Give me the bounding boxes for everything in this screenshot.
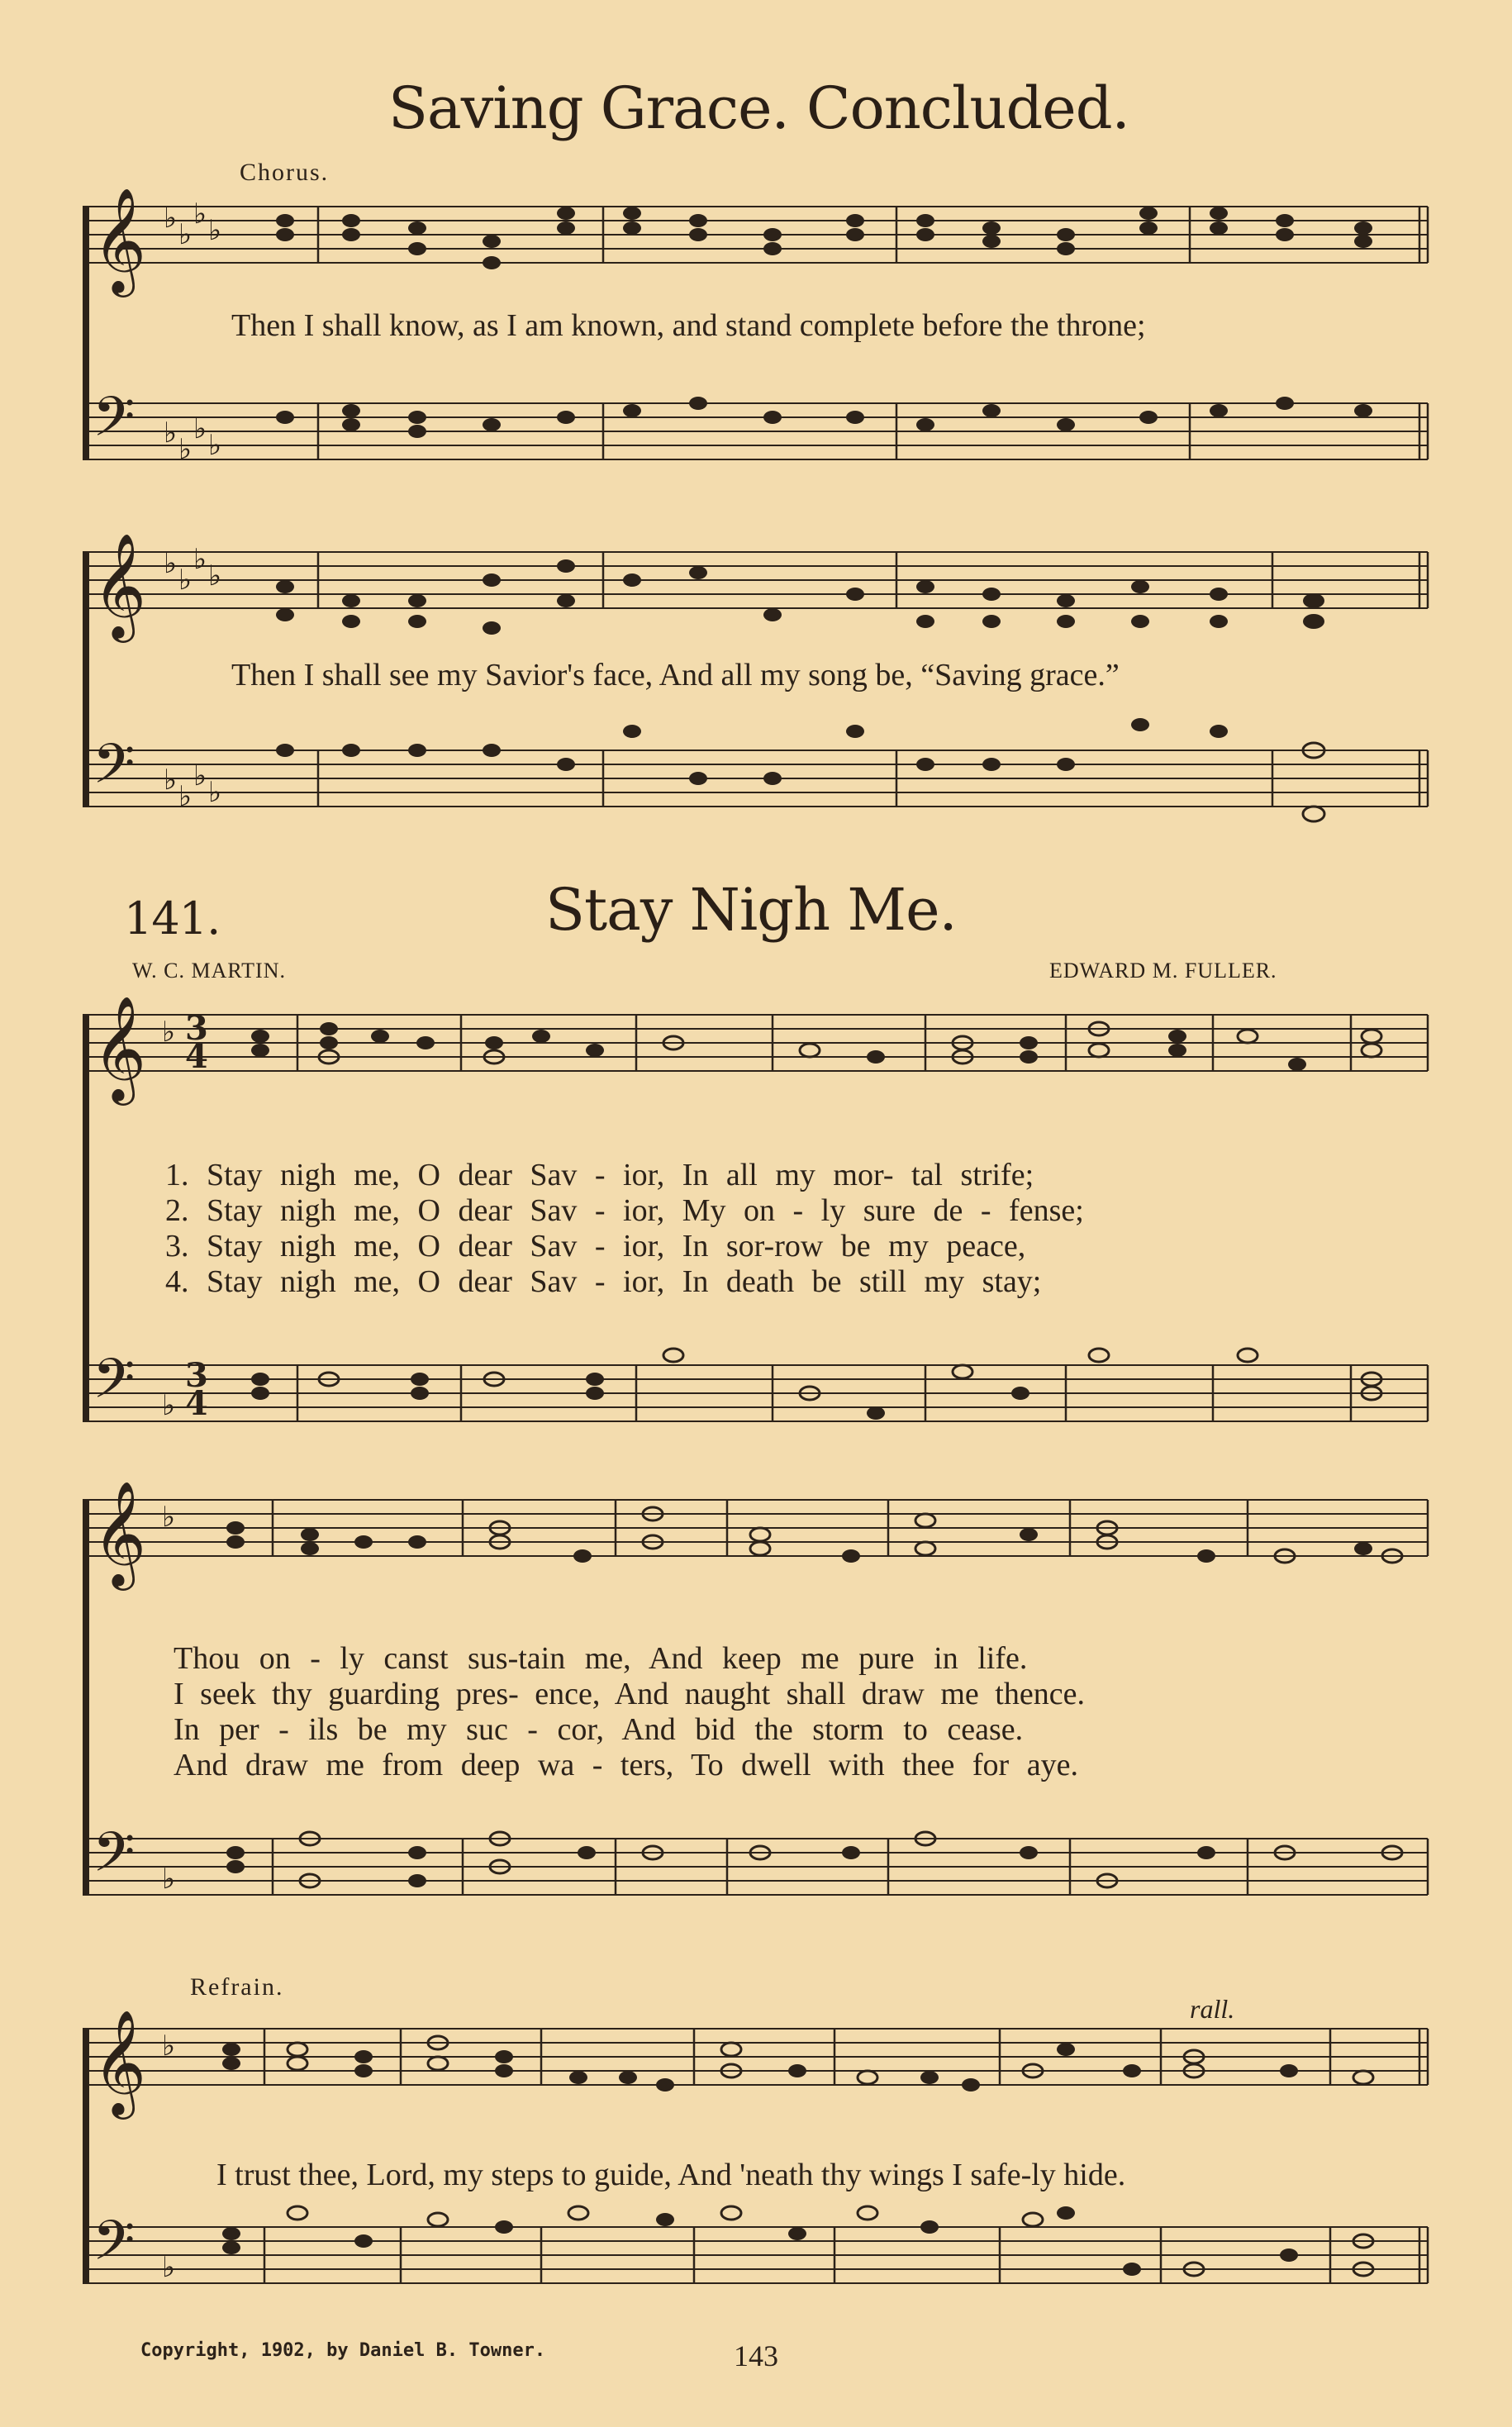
svg-text:♭: ♭ [208, 776, 222, 809]
svg-text:♭: ♭ [178, 433, 193, 466]
rall-marking: rall. [1190, 1994, 1235, 2024]
svg-text:♭: ♭ [162, 2251, 176, 2284]
verse-1-part1: 1. Stay nigh me, O dear Sav - ior, In all my mor- tal strife; [165, 1158, 1034, 1192]
verse-2-part1: 2. Stay nigh me, O dear Sav - ior, My on - ly sure de - fense; [165, 1193, 1084, 1228]
hymn-number: 141. [124, 892, 221, 945]
svg-text:𝄞: 𝄞 [93, 1480, 147, 1586]
svg-text:♭: ♭ [164, 547, 178, 580]
svg-text:♭: ♭ [178, 564, 193, 597]
verse-3-part1: 3. Stay nigh me, O dear Sav - ior, In sor-row be my peace, [165, 1229, 1026, 1263]
composer-credit: EDWARD M. FULLER. [1049, 959, 1277, 983]
verse-4-part1: 4. Stay nigh me, O dear Sav - ior, In death be still my stay; [165, 1264, 1042, 1299]
bass-clef-icon: 𝄢 [93, 385, 136, 462]
svg-text:♭: ♭ [162, 1863, 176, 1896]
chorus-label: Chorus. [240, 159, 330, 186]
chorus-lyric-line2: Then I shall see my Savior's face, And all my song be, “Saving grace.” [231, 658, 1120, 692]
verse-1-part2: Thou on - ly canst sus-tain me, And keep me pure in life. [174, 1641, 1028, 1676]
verse-3-part2: In per - ils be my suc - cor, And bid the storm to cease. [174, 1712, 1024, 1747]
page-number: 143 [734, 2339, 778, 2372]
svg-text:𝄞: 𝄞 [93, 532, 147, 638]
svg-text:♭: ♭ [208, 214, 222, 247]
svg-text:4: 4 [185, 1384, 208, 1423]
svg-text:♭: ♭ [193, 543, 207, 576]
svg-text:4: 4 [185, 1037, 208, 1076]
verse-4-part2: And draw me from deep wa - ters, To dwell with thee for aye. [174, 1748, 1078, 1782]
svg-text:𝄢: 𝄢 [93, 1820, 136, 1897]
svg-text:𝄢: 𝄢 [93, 2209, 136, 2286]
svg-text:♭: ♭ [178, 218, 193, 251]
staff-bass-2 [83, 750, 1428, 807]
refrain-label: Refrain. [190, 1973, 284, 2001]
svg-text:𝄞: 𝄞 [93, 2009, 147, 2115]
verse-2-part2: I seek thy guarding pres- ence, And naught shall draw me thence. [174, 1677, 1085, 1711]
svg-text:♭: ♭ [162, 1016, 176, 1049]
treble-clef-icon: 𝄞 [93, 187, 147, 293]
svg-text:𝄢: 𝄢 [93, 1347, 136, 1424]
refrain-lyric: I trust thee, Lord, my steps to guide, And 'neath thy wings I safe-ly hide. [216, 2158, 1126, 2192]
svg-text:♭: ♭ [164, 202, 178, 235]
page-title: Saving Grace. Concluded. [388, 74, 1129, 142]
copyright-notice: Copyright, 1902, by Daniel B. Towner. [140, 2340, 546, 2361]
svg-text:♭: ♭ [193, 759, 207, 792]
chorus-lyric-line1: Then I shall know, as I am known, and stand complete before the throne; [231, 308, 1146, 343]
hymn-title: Stay Nigh Me. [545, 876, 957, 944]
system-1 [0, 0, 1512, 909]
svg-text:♭: ♭ [164, 416, 178, 450]
svg-text:3: 3 [185, 1356, 208, 1395]
svg-text:♭: ♭ [193, 197, 207, 231]
lyricist-credit: W. C. MARTIN. [132, 959, 286, 983]
svg-text:𝄢: 𝄢 [93, 732, 136, 809]
svg-text:♭: ♭ [178, 780, 193, 813]
svg-text:♭: ♭ [208, 559, 222, 592]
svg-text:𝄞: 𝄞 [93, 995, 147, 1101]
svg-text:♭: ♭ [208, 429, 222, 462]
svg-text:3: 3 [185, 1009, 208, 1048]
svg-text:♭: ♭ [162, 1501, 176, 1534]
staff-treble-2 [83, 552, 1428, 608]
svg-text:♭: ♭ [162, 2030, 176, 2063]
svg-text:♭: ♭ [164, 764, 178, 797]
svg-text:♭: ♭ [193, 412, 207, 445]
svg-text:♭: ♭ [162, 1389, 176, 1422]
